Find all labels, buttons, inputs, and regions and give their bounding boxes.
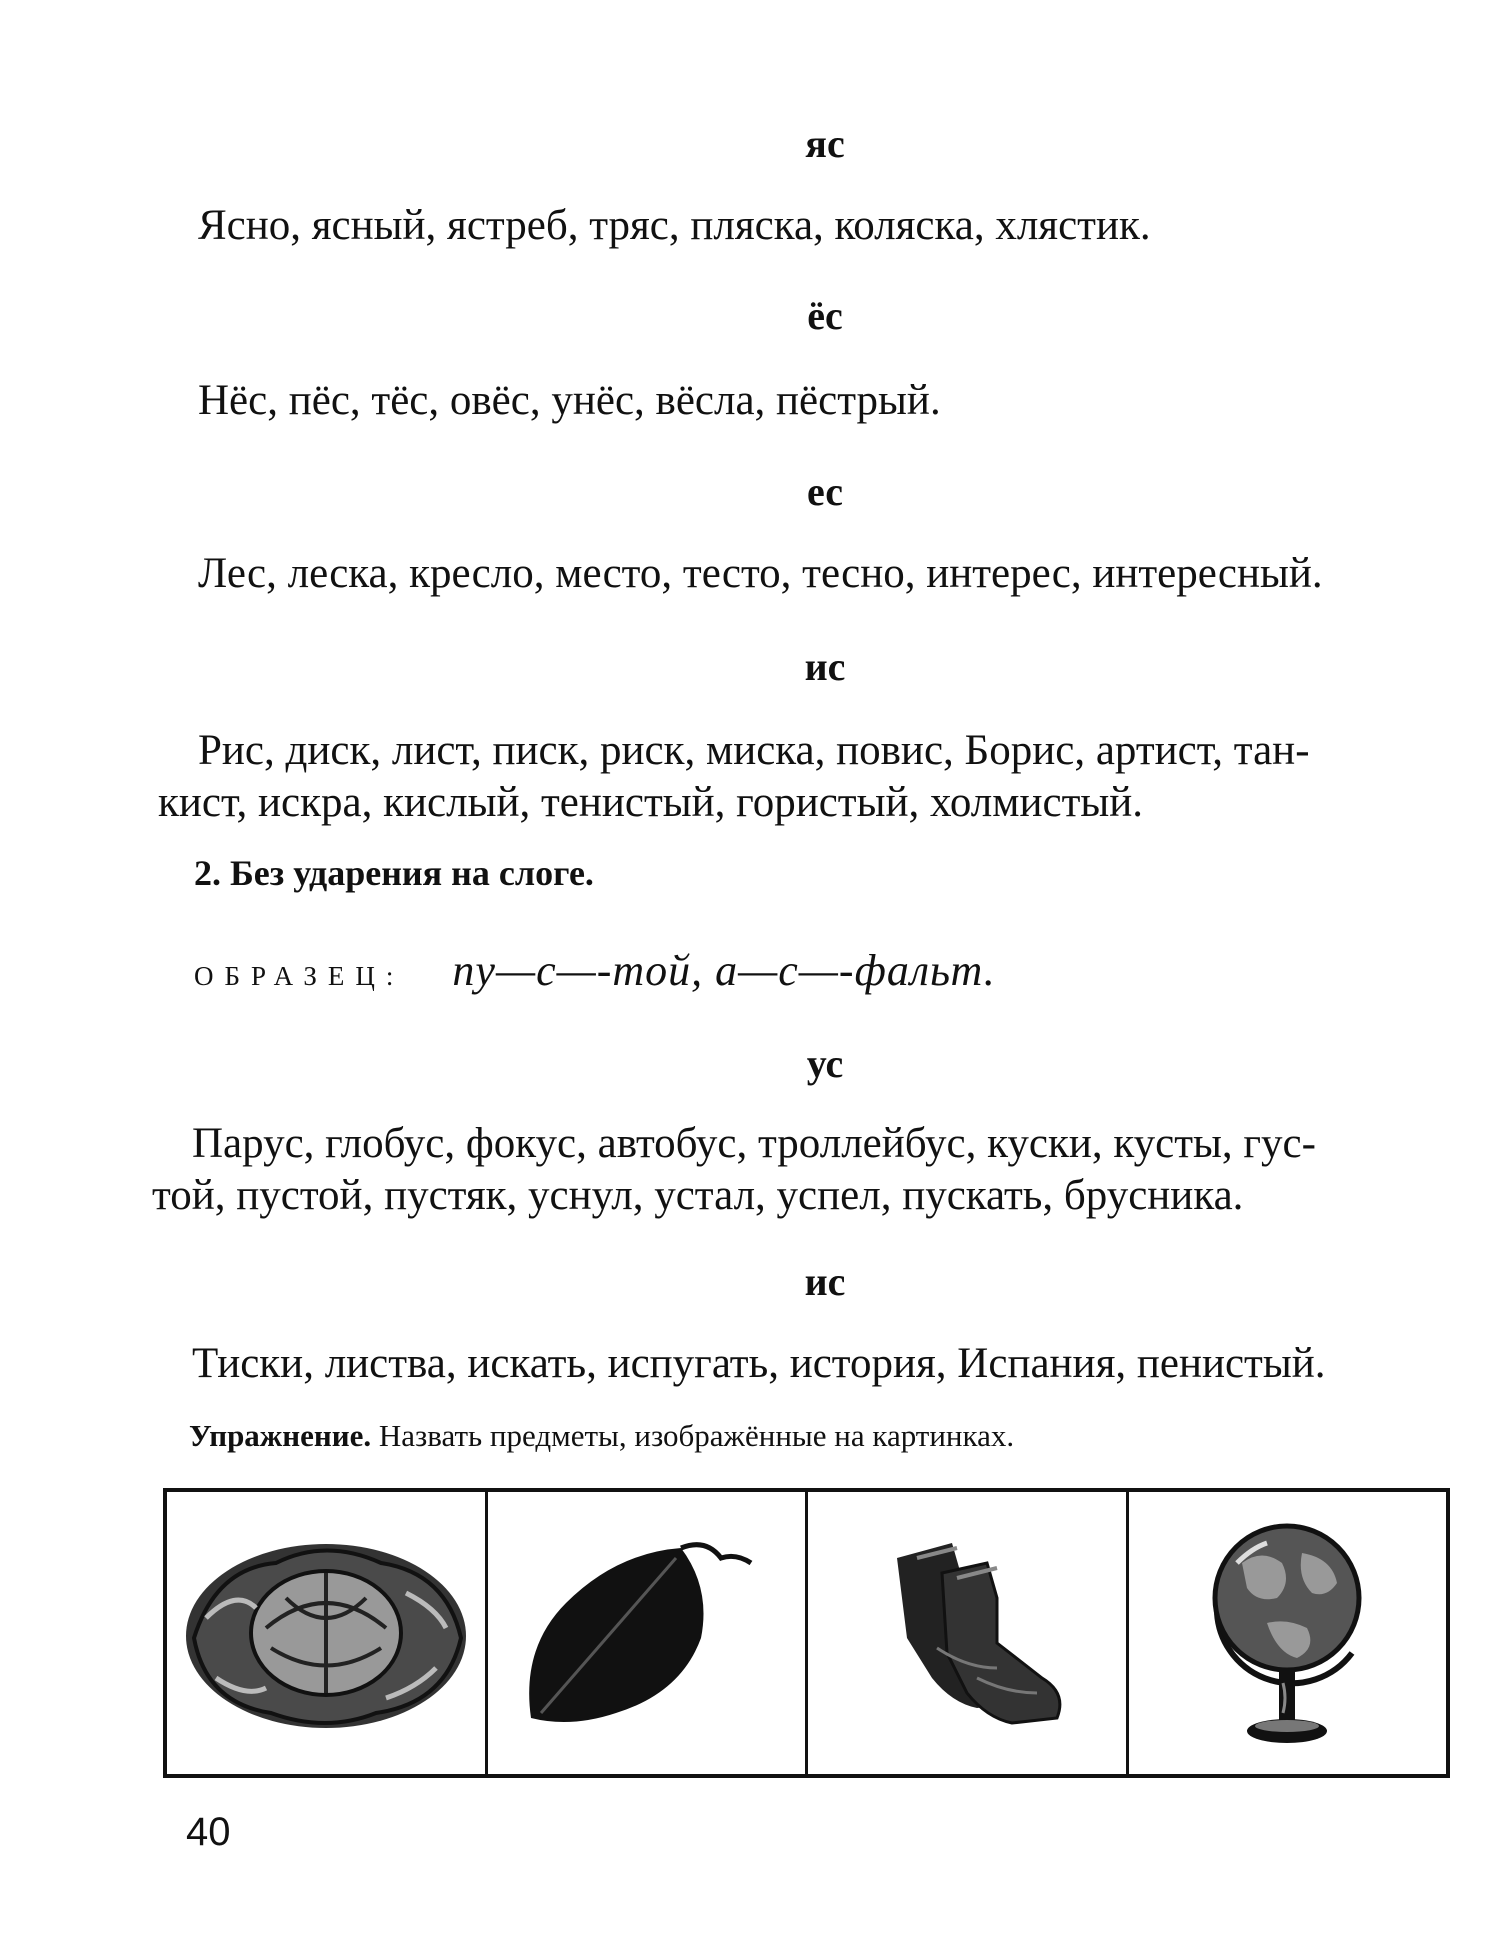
picture-strip <box>163 1488 1450 1778</box>
boots-icon <box>857 1518 1077 1748</box>
words-line: Тиски, листва, искать, испугать, история, Испания, пенистый. <box>192 1340 1326 1387</box>
words-ias <box>158 200 1458 252</box>
words-line: Лес, леска, кресло, место, тесто, тесно, интерес, интересный. <box>198 550 1323 597</box>
syllable-heading-ias: яс <box>805 121 845 166</box>
section-title: 2. Без ударения на слоге. <box>194 853 594 893</box>
sample-label: ОБРАЗЕЦ: <box>194 961 405 991</box>
words-line: той, пустой, пустяк, уснул, устал, успел, пускать, брусника. <box>152 1172 1244 1219</box>
leaf-icon <box>516 1528 776 1738</box>
syllable-heading-es: ес <box>807 469 843 514</box>
syllable-heading-ios: ёс <box>807 293 843 338</box>
picture-cell <box>488 1492 809 1774</box>
words-line: Рис, диск, лист, писк, риск, миска, повис, Борис, артист, тан- <box>198 727 1310 774</box>
exercise-instruction <box>189 1418 1014 1454</box>
words-es <box>158 548 1498 600</box>
syllable-heading-us: ус <box>806 1041 844 1086</box>
picture-cell <box>808 1492 1129 1774</box>
words-us <box>152 1118 1492 1222</box>
page-number: 40 <box>186 1810 231 1854</box>
words-ios <box>158 375 1458 427</box>
sample-text: пу—с—-той, а—с—-фальт. <box>452 946 996 995</box>
exercise-label: Упражнение. <box>189 1418 372 1453</box>
words-line: Ясно, ясный, ястреб, тряс, пляска, коляска, хлястик. <box>198 202 1151 249</box>
words-line: Парус, глобус, фокус, автобус, троллейбус, куски, кусты, гус- <box>192 1120 1316 1167</box>
words-line: Нёс, пёс, тёс, овёс, унёс, вёсла, пёстрый. <box>198 377 941 424</box>
syllable-heading-is-unstressed: ис <box>804 1259 846 1304</box>
words-is-stressed <box>158 725 1498 829</box>
globe-icon <box>1187 1503 1387 1763</box>
picture-cell <box>167 1492 488 1774</box>
syllable-heading-is-stressed: ис <box>804 644 846 689</box>
picture-cell <box>1129 1492 1447 1774</box>
exercise-text: Назвать предметы, изображённые на картинках. <box>371 1418 1015 1453</box>
words-line: кист, искра, кислый, тенистый, гористый, холмистый. <box>158 779 1144 826</box>
sample-row <box>194 945 996 996</box>
words-is-unstressed <box>152 1338 1492 1390</box>
cabbage-icon <box>176 1528 476 1738</box>
